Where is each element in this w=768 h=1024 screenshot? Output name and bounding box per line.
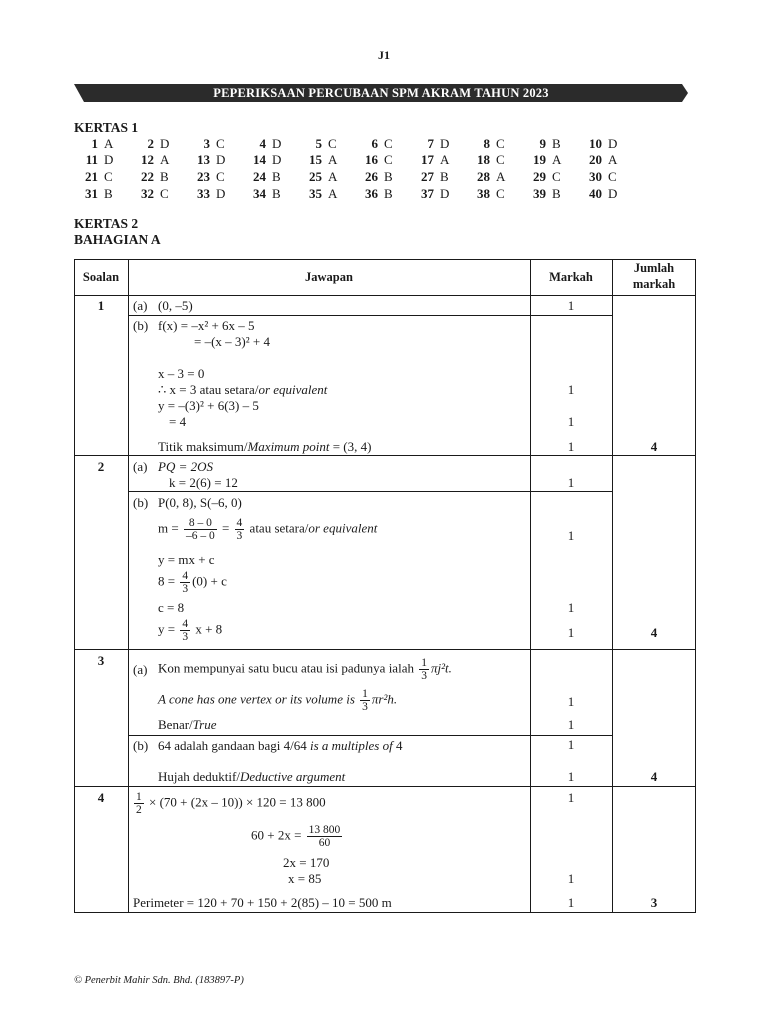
q1-b-line5: y = –(3)² + 6(3) – 5: [158, 398, 259, 413]
q2-b-label: (b): [133, 495, 149, 510]
q2-total: 4: [650, 625, 658, 640]
answer-item: [466, 136, 505, 152]
answer-item: [410, 169, 449, 185]
answer-letter: C: [552, 169, 561, 184]
answer-number: 10: [589, 136, 602, 151]
q2-gradient-line: m = $\frac{8 - 0}{-6 - 0}$ = $\frac{4}{3}$ atau setara/or equivalent: [158, 517, 378, 542]
q4-line5: Perimeter = 120 + 70 + 150 + 2(85) – 10 = 500 m: [133, 895, 392, 910]
q3-mark: 1: [567, 769, 575, 784]
q1-b-line2: = –(x – 3)² + 4: [194, 334, 270, 349]
fraction: $\frac{4}{3}$: [236, 517, 243, 542]
answer-number: 9: [539, 136, 546, 151]
answer-letter: A: [496, 169, 506, 184]
q1-total: 4: [650, 439, 658, 454]
answer-letter: B: [552, 186, 561, 201]
q2-a-label: (a): [133, 459, 148, 474]
answer-letter: C: [104, 169, 113, 184]
answer-item: [242, 169, 281, 185]
answer-letter: B: [552, 136, 561, 151]
q1-mark: 1: [567, 382, 575, 397]
q3-mark: 1: [567, 694, 575, 709]
answer-number: 39: [533, 186, 546, 201]
copyright-footer: © Penerbit Mahir Sdn. Bhd. (183897-P): [74, 975, 244, 986]
answer-item: [466, 186, 505, 202]
answer-item: [522, 152, 561, 168]
q4-line2: 60 + 2x = $\frac{13 800}{60}$: [251, 824, 341, 849]
q4-total: 3: [650, 895, 658, 910]
q1-b-line3: x – 3 = 0: [158, 366, 205, 381]
answer-number: 30: [589, 169, 602, 184]
answer-number: 38: [477, 186, 490, 201]
answer-letter: A: [104, 136, 114, 151]
answer-letter: A: [328, 186, 338, 201]
answer-letter: B: [104, 186, 113, 201]
answer-number: 14: [253, 152, 266, 167]
answer-item: [298, 152, 337, 168]
q4-line4: x = 85: [288, 871, 322, 886]
answer-letter: C: [496, 186, 505, 201]
question-number-3: 3: [97, 653, 105, 668]
kertas1-heading: KERTAS 1: [74, 120, 139, 135]
q4-mark: 1: [567, 790, 575, 805]
q1-b-line7: Titik maksimum/Maximum point = (3, 4): [158, 439, 372, 454]
answer-number: 27: [421, 169, 434, 184]
answer-number: 35: [309, 186, 322, 201]
answer-letter: D: [104, 152, 114, 167]
header-markah: Markah: [549, 270, 593, 284]
answer-item: [186, 186, 225, 202]
q1-a-answer: (0, –5): [158, 298, 193, 313]
header-jumlah: Jumlah: [633, 261, 675, 275]
q3-b-label: (b): [133, 738, 149, 753]
q3-a-label: (a): [133, 662, 148, 677]
answer-letter: C: [160, 186, 169, 201]
answer-item: [522, 186, 561, 202]
answer-letter: D: [440, 136, 450, 151]
answer-number: 32: [141, 186, 154, 201]
q1-mark: 1: [567, 298, 575, 313]
answer-letter: D: [608, 136, 618, 151]
answer-letter: C: [496, 152, 505, 167]
answer-item: [186, 152, 225, 168]
q1-b-line6: = 4: [169, 414, 187, 429]
answer-number: 4: [259, 136, 266, 151]
fraction: $\frac{1}{2}$: [136, 791, 142, 816]
answer-number: 16: [365, 152, 378, 167]
q2-mark: 1: [567, 625, 575, 640]
answer-number: 11: [85, 152, 98, 167]
answer-number: 1: [91, 136, 98, 151]
answer-item: [242, 136, 281, 152]
answer-item: [578, 136, 617, 152]
answer-letter: B: [384, 186, 393, 201]
answer-item: [242, 152, 281, 168]
page-number: J1: [378, 48, 390, 62]
q4-line1: $\frac{1}{2}$ × (70 + (2x – 10)) × 120 = 13 800: [136, 791, 326, 816]
answer-number: 3: [203, 136, 210, 151]
question-number-4: 4: [97, 790, 105, 805]
answer-letter: C: [328, 136, 337, 151]
answer-item: [466, 169, 505, 185]
answer-letter: A: [552, 152, 562, 167]
q2-a-line1: PQ = 2OS: [158, 459, 213, 474]
answer-item: [578, 169, 617, 185]
answer-letter: B: [272, 169, 281, 184]
q1-a-label: (a): [133, 298, 148, 313]
answer-letter: D: [272, 152, 282, 167]
answer-letter: D: [216, 186, 226, 201]
answer-item: [410, 136, 449, 152]
header-soalan: Soalan: [82, 270, 120, 284]
answer-letter: D: [440, 186, 450, 201]
answer-item: [578, 152, 617, 168]
answer-letter: B: [440, 169, 449, 184]
answer-number: 6: [371, 136, 378, 151]
answer-number: 26: [365, 169, 378, 184]
fraction: $\frac{4}{3}$: [182, 570, 189, 595]
answer-letter: D: [272, 136, 282, 151]
answer-letter: D: [216, 152, 226, 167]
answer-number: 19: [533, 152, 546, 167]
answer-letter: D: [160, 136, 170, 151]
q3-a-line1: Kon mempunyai satu bucu atau isi padunya ialah $\frac{1}{3}$ πj²t.: [158, 657, 452, 682]
answer-item: [186, 169, 225, 185]
question-number-2: 2: [97, 459, 105, 474]
answer-letter: C: [496, 136, 505, 151]
answer-letter: B: [160, 169, 169, 184]
answer-letter: B: [384, 169, 393, 184]
answer-letter: A: [328, 152, 338, 167]
fraction: $\frac{1}{3}$: [421, 657, 427, 682]
answer-number: 24: [253, 169, 266, 184]
answer-item: [410, 186, 449, 202]
answer-item: [354, 152, 393, 168]
fraction: $\frac{4}{3}$: [182, 618, 189, 643]
answer-number: 34: [253, 186, 266, 201]
answer-item: [354, 186, 393, 202]
answer-item: [130, 169, 169, 185]
q2-a-line2: k = 2(6) = 12: [169, 475, 238, 490]
answer-number: 7: [427, 136, 434, 151]
answer-item: [298, 169, 337, 185]
answer-item: [466, 152, 505, 168]
q3-mark: 1: [567, 717, 575, 732]
answer-number: 13: [197, 152, 210, 167]
answer-number: 8: [483, 136, 490, 151]
answer-item: [298, 186, 337, 202]
q1-mark: 1: [567, 439, 575, 454]
answer-number: 29: [533, 169, 546, 184]
answer-item: [130, 152, 169, 168]
answer-letter: A: [328, 169, 338, 184]
answer-number: 22: [141, 169, 154, 184]
answer-number: 18: [477, 152, 490, 167]
q2-mark: 1: [567, 600, 575, 615]
answer-item: [298, 136, 337, 152]
q1-b-line4: ∴ x = 3 atau setara/or equivalent: [158, 382, 328, 397]
answer-item: [130, 186, 169, 202]
answer-number: 31: [85, 186, 98, 201]
answer-item: [242, 186, 281, 202]
answer-letter: A: [608, 152, 618, 167]
answer-item: [354, 169, 393, 185]
answer-letter: A: [440, 152, 450, 167]
answer-item: [410, 152, 449, 168]
answer-letter: C: [216, 169, 225, 184]
q1-b-line1: f(x) = –x² + 6x – 5: [158, 318, 255, 333]
q3-a-line2: A cone has one vertex or its volume is $\frac{1}{3}$ πr²h.: [158, 688, 398, 713]
answer-number: 17: [421, 152, 434, 167]
answer-table: [74, 259, 696, 913]
answer-letter: C: [216, 136, 225, 151]
answer-item: [130, 136, 169, 152]
answer-number: 37: [421, 186, 434, 201]
answer-item: [186, 136, 225, 152]
answer-number: 25: [309, 169, 322, 184]
answer-item: [74, 152, 113, 168]
q3-mark: 1: [567, 737, 575, 752]
q3-b-line1: 64 adalah gandaan bagi 4/64 is a multiples of 4: [158, 738, 403, 753]
q2-mark: 1: [567, 475, 575, 490]
fraction: $\frac{13 800}{60}$: [308, 824, 341, 849]
q2-c-line: c = 8: [158, 600, 185, 615]
fraction: $\frac{1}{3}$: [362, 688, 368, 713]
q3-total: 4: [650, 769, 658, 784]
answer-item: [74, 169, 113, 185]
answer-item: [74, 186, 113, 202]
answer-number: 12: [141, 152, 154, 167]
header-jawapan: Jawapan: [305, 270, 353, 284]
answer-letter: D: [608, 186, 618, 201]
q3-b-line2: Hujah deduktif/Deductive argument: [158, 769, 346, 784]
answer-letter: B: [272, 186, 281, 201]
fraction: $\frac{8 - 0}{-6 - 0}$: [185, 517, 215, 542]
answer-item: [74, 136, 113, 152]
question-number-1: 1: [97, 298, 105, 313]
section-heading: BAHAGIAN A: [74, 232, 161, 247]
q2-b-line1: P(0, 8), S(–6, 0): [158, 495, 242, 510]
answer-item: [522, 136, 561, 152]
answer-number: 21: [85, 169, 98, 184]
answer-item: [578, 186, 617, 202]
answer-number: 2: [147, 136, 154, 151]
q4-line3: 2x = 170: [283, 855, 330, 870]
q2-final-line: y = $\frac{4}{3}$ x + 8: [158, 618, 223, 643]
answer-letter: A: [160, 152, 170, 167]
answer-number: 5: [315, 136, 322, 151]
q4-mark: 1: [567, 871, 575, 886]
q2-ymxc-line: y = mx + c: [158, 552, 215, 567]
q4-mark: 1: [567, 895, 575, 910]
answer-number: 23: [197, 169, 210, 184]
answer-number: 33: [197, 186, 210, 201]
q1-b-label: (b): [133, 318, 149, 333]
answer-number: 15: [309, 152, 322, 167]
q1-mark: 1: [567, 414, 575, 429]
answer-number: 20: [589, 152, 602, 167]
kertas2-heading: KERTAS 2: [74, 216, 139, 231]
q2-substitute-line: 8 = $\frac{4}{3}$ (0) + c: [158, 570, 227, 595]
answer-item: [354, 136, 393, 152]
answer-number: 28: [477, 169, 490, 184]
answer-number: 40: [589, 186, 602, 201]
answer-letter: C: [384, 152, 393, 167]
q2-mark: 1: [567, 528, 575, 543]
q3-a-line3: Benar/True: [158, 717, 217, 732]
header-markah-2: markah: [632, 277, 676, 291]
answer-letter: C: [608, 169, 617, 184]
answer-letter: C: [384, 136, 393, 151]
banner-title: PEPERIKSAAN PERCUBAAN SPM AKRAM TAHUN 2023: [213, 86, 549, 100]
answer-number: 36: [365, 186, 378, 201]
answer-item: [522, 169, 561, 185]
